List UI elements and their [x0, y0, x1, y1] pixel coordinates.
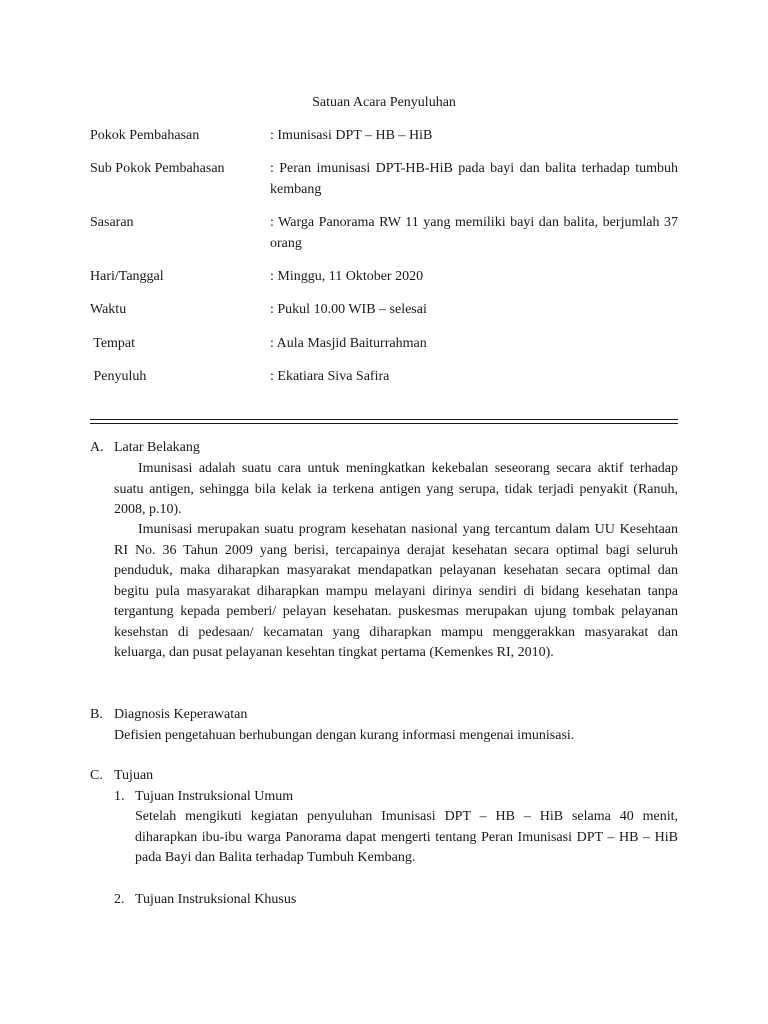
document-title: Satuan Acara Penyuluhan — [312, 95, 456, 110]
info-value: : Minggu, 11 Oktober 2020 — [270, 269, 424, 284]
info-row-tempat — [90, 334, 678, 355]
subsection-1-text: Setelah mengikuti kegiatan penyuluhan Imunisasi DPT – HB – HiB selama 40 menit, diharapkan ibu-ibu warga Panorama dapat mengerti tentang Peran Imunisasi DPT – HB – HiB pada Bayi dan Balita terhadap Tumbuh Kembang. — [135, 809, 678, 865]
subsection-1-title: Tujuan Instruksional Umum — [135, 789, 294, 804]
info-label: Waktu — [90, 302, 127, 317]
section-c-title: Tujuan — [114, 768, 154, 783]
section-a-letter: A. — [90, 440, 104, 455]
section-a-title: Latar Belakang — [114, 440, 200, 455]
info-value: : Warga Panorama RW 11 yang memiliki bayi dan balita, berjumlah 37 orang — [270, 215, 678, 251]
info-value: : Ekatiara Siva Safira — [270, 369, 390, 384]
info-value: : Pukul 10.00 WIB – selesai — [270, 302, 427, 317]
info-row-sasaran — [90, 213, 678, 255]
divider-line — [90, 423, 678, 424]
info-row-waktu — [90, 300, 678, 321]
info-row-sub-pokok-pembahasan — [90, 159, 678, 201]
section-a-paragraph-2: Imunisasi merupakan suatu program kesehatan nasional yang tercantum dalam UU Kesehtaan RI No. 36 Tahun 2009 yang berisi, tercapainya derajat kesehatan secara optimal bagi seluruh penduduk, maka diharapkan masyarakat mendapatkan pelayanan kesehatan secara optimal dan begitu pula masyarakat diharapkan mampu melayani dirinya sendiri di bidang kesehatan tanpa tergantung kepada pemberi/ pelayan kesehatan. puskesmas merupakan ujung tombak pelayanan kesehstan di pedesaan/ kecamatan yang diharapkan mampu menggerakkan masyarakat dan keluarga, dan pusat pelayanan kesehtan tingkat pertama (Kemenkes RI, 2010). — [114, 522, 678, 660]
section-b-title: Diagnosis Keperawatan — [114, 707, 248, 722]
info-label: Pokok Pembahasan — [90, 128, 200, 143]
section-c-letter: C. — [90, 768, 103, 783]
subsection-2-title: Tujuan Instruksional Khusus — [135, 892, 297, 907]
info-value: : Aula Masjid Baiturrahman — [270, 336, 427, 351]
info-value: : Imunisasi DPT – HB – HiB — [270, 128, 433, 143]
info-label: Sasaran — [90, 215, 134, 230]
info-row-penyuluh — [90, 367, 678, 388]
section-a-paragraph-1: Imunisasi adalah suatu cara untuk meningkatkan kekebalan seseorang secara aktif terhadap suatu antigen, sehingga bila kelak ia terkena antigen yang serupa, tidak terjadi penyakit (Ranuh, 2008, p.10). — [114, 461, 678, 517]
info-label: Tempat — [90, 336, 136, 351]
info-value: : Peran imunisasi DPT-HB-HiB pada bayi dan balita terhadap tumbuh kembang — [270, 161, 678, 197]
subsection-2-number: 2. — [114, 892, 125, 907]
info-label: Sub Pokok Pembahasan — [90, 161, 225, 176]
info-row-pokok-pembahasan — [90, 126, 678, 147]
section-b-paragraph: Defisien pengetahuan berhubungan dengan kurang informasi mengenai imunisasi. — [114, 728, 575, 743]
info-row-hari-tanggal — [90, 267, 678, 288]
divider-line — [90, 419, 678, 420]
info-label: Penyuluh — [90, 369, 147, 384]
info-label: Hari/Tanggal — [90, 269, 164, 284]
section-b-letter: B. — [90, 707, 103, 722]
subsection-1-number: 1. — [114, 789, 125, 804]
